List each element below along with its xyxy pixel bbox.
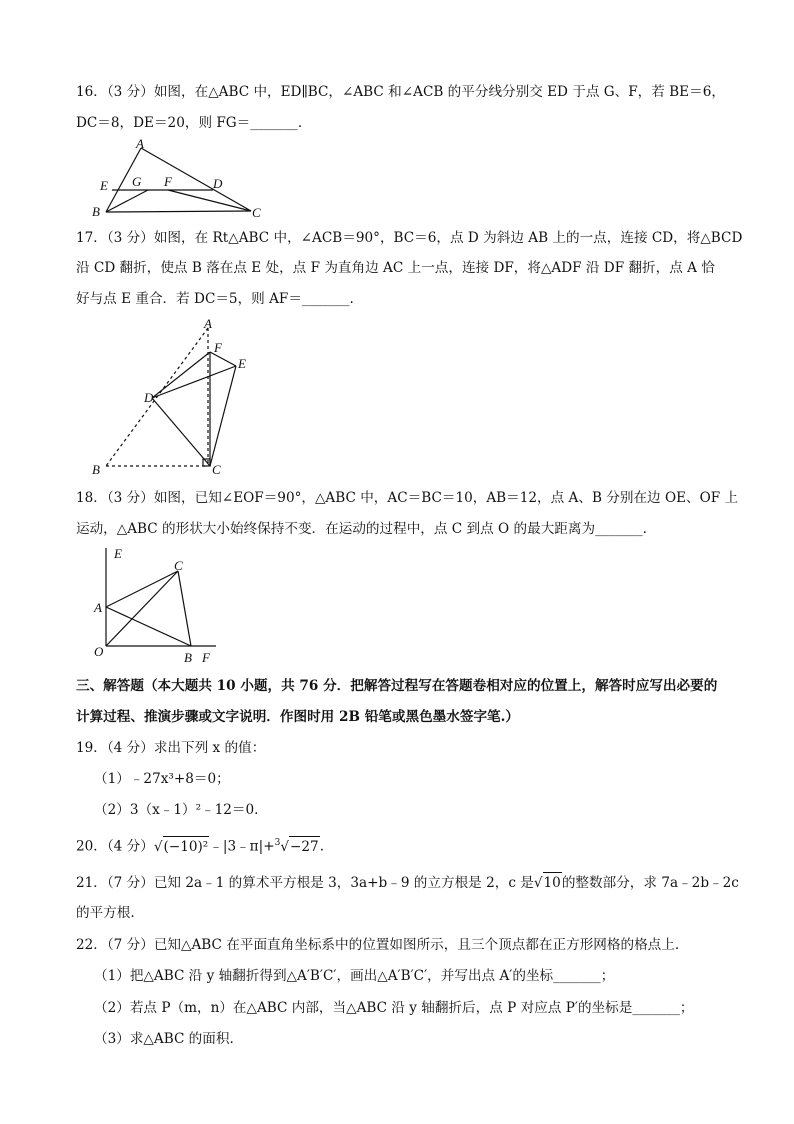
radical-sign-icon: √ — [153, 838, 163, 855]
q20-end: . — [319, 838, 325, 855]
q21-line-2: 的平方根. — [76, 905, 135, 921]
radical-sign-icon: √ — [533, 875, 543, 891]
q16-bisector-cf — [168, 190, 251, 211]
radical-sign-icon: √ — [280, 838, 289, 855]
q16-label-a: A — [136, 136, 144, 151]
q18-axes-figure — [86, 542, 226, 666]
q20-cube-root-expression — [280, 836, 319, 857]
q20-line — [76, 833, 324, 857]
q22-part-2: （2）若点 P（m，n）在△ABC 内部，当△ABC 沿 y 轴翻折后，点 P 对应点 P′的坐标是_______； — [94, 1000, 694, 1016]
q18-line-2: 运动，△ABC 的形状大小始终保持不变．在运动的过程中，点 C 到点 O 的最大距离为_______. — [76, 521, 647, 537]
q17-label-d: D — [144, 390, 154, 405]
q18-label-f: F — [202, 650, 210, 665]
q21-text-a: 21．（7 分）已知 2a﹣1 的算术平方根是 3，3a+b﹣9 的立方根是 2，c 是 — [76, 875, 534, 891]
q16-label-c: C — [252, 205, 261, 220]
q20-radicand-1: (−10)² — [163, 836, 210, 857]
q18-label-e: E — [114, 546, 122, 561]
q16-label-g: G — [132, 174, 142, 189]
q21-line-1 — [76, 872, 739, 893]
q20-radicand-2: −27 — [289, 836, 320, 857]
q17-line-2: 沿 CD 翻折，使点 B 落在点 E 处，点 F 为直角边 AC 上一点，连接 DF，将△ADF 沿 DF 翻折，点 A 恰 — [76, 260, 715, 276]
q18-side-ab — [106, 607, 191, 646]
q20-sqrt-expression — [154, 836, 209, 857]
q17-line-1: 17．（3 分）如图，在 Rt△ABC 中，∠ACB＝90°，BC＝6，点 D 为斜边 AB 上的一点，连接 CD，将△BCD — [76, 230, 743, 246]
q18-label-o: O — [94, 644, 104, 659]
q20-cube-root-index: 3 — [274, 838, 281, 848]
q18-side-cb — [178, 571, 191, 646]
q19-title: 19．（4 分）求出下列 x 的值： — [76, 740, 266, 756]
q17-label-b: B — [92, 462, 100, 476]
q17-line-3: 好与点 E 重合．若 DC＝5，则 AF＝_______. — [76, 291, 354, 307]
q21-sqrt-expression — [534, 872, 562, 893]
q19-part-2: （2）3（x﹣1）²﹣12＝0. — [94, 802, 259, 818]
q19-part-1: （1）﹣27x³+8＝0； — [94, 771, 230, 787]
q16-side-ac — [141, 148, 251, 211]
q16-label-d: D — [213, 176, 223, 191]
q17-label-e: E — [238, 356, 246, 371]
q17-segment-ec — [210, 366, 236, 466]
q21-text-b: 的整数部分，求 7a﹣2b﹣2c — [561, 875, 739, 891]
q18-side-ac — [106, 571, 178, 607]
q16-triangle-figure — [86, 134, 272, 220]
q18-line-1: 18．（3 分）如图，已知∠EOF＝90°，△ABC 中，AC＝BC＝10，AB＝12，点 A、B 分别在边 OE、OF 上 — [76, 490, 739, 506]
section-3-heading-line-1: 三、解答题（本大题共 10 小题，共 76 分．把解答过程写在答题卷相对应的位置上，解答时应写出必要的 — [76, 678, 718, 694]
q17-segment-dc — [152, 398, 210, 466]
q16-side-bc — [106, 211, 251, 212]
q18-label-c: C — [174, 558, 183, 573]
q20-middle-terms: ﹣|3﹣π|+ — [209, 838, 275, 855]
q17-label-a: A — [204, 316, 212, 331]
q20-prefix: 20．（4 分） — [76, 838, 154, 855]
q16-label-b: B — [92, 204, 100, 219]
q16-line-1: 16．（3 分）如图，在△ABC 中，ED∥BC，∠ABC 和∠ACB 的平分线分别交 ED 于点 G、F，若 BE＝6， — [76, 84, 725, 100]
q21-radicand: 10 — [543, 872, 562, 893]
q17-segment-df — [152, 352, 210, 398]
q16-label-e: E — [100, 178, 108, 193]
q16-label-f: F — [164, 174, 172, 189]
section-3-heading-line-2: 计算过程、推演步骤或文字说明．作图时用 2B 铅笔或黑色墨水签字笔.） — [76, 709, 519, 725]
q17-segment-de — [152, 366, 236, 398]
q18-label-a: A — [94, 600, 102, 615]
q22-line-1: 22．（7 分）已知△ABC 在平面直角坐标系中的位置如图所示，且三个顶点都在正方形网格的格点上. — [76, 937, 680, 953]
q16-line-2: DC＝8，DE＝20，则 FG＝_______. — [76, 115, 303, 131]
q18-label-b: B — [184, 650, 192, 665]
q22-part-3: （3）求△ABC 的面积. — [94, 1031, 234, 1047]
q17-fold-figure — [86, 316, 266, 476]
q17-label-f: F — [214, 340, 222, 355]
q17-label-c: C — [212, 462, 221, 476]
q22-part-1: （1）把△ABC 沿 y 轴翻折得到△A′B′C′，画出△A′B′C′，并写出点 A′的坐标_______； — [94, 968, 615, 984]
